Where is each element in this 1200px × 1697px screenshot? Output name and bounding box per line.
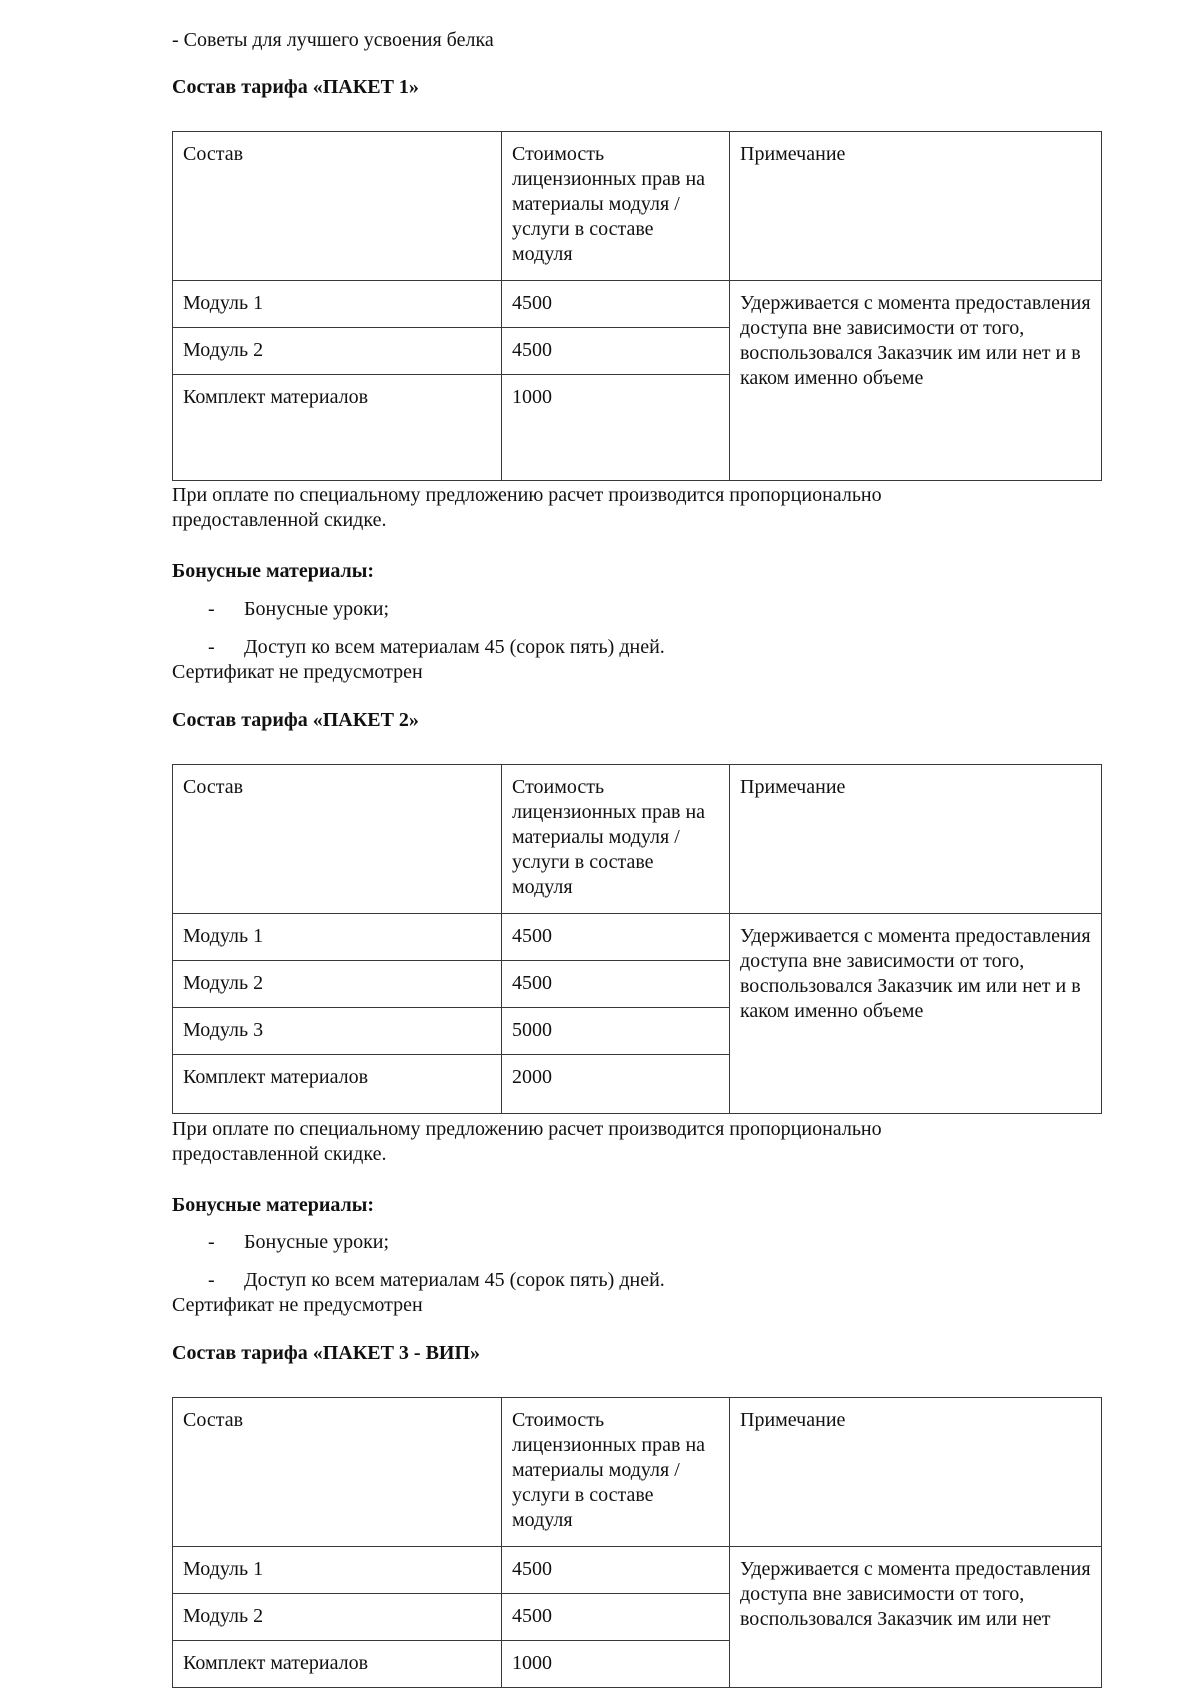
- bonus-title-1: Бонусные материалы:: [172, 560, 375, 582]
- discount-note-1: При оплате по специальному предложению расчет производится пропорционально предоставленной скидке.: [172, 484, 882, 531]
- dash-bullet-icon: -: [208, 598, 215, 620]
- row-item: Комплект материалов: [173, 1641, 502, 1688]
- table-row: [173, 914, 1102, 961]
- row-item: Модуль 2: [173, 961, 502, 1008]
- row-note: Удерживается с момента предоставления доступа вне зависимости от того, воспользовался Заказчик им или нет и в каком именно объеме: [730, 914, 1102, 1114]
- header-note: Примечание: [730, 765, 1102, 914]
- tariff-2-table: [172, 764, 1102, 1114]
- dash-bullet-icon: -: [208, 636, 215, 658]
- dash-bullet-icon: -: [208, 1269, 215, 1291]
- row-price: 4500: [502, 914, 730, 961]
- tariff-3-title: Состав тарифа «ПАКЕТ 3 - ВИП»: [172, 1342, 481, 1364]
- row-price: 4500: [502, 328, 730, 375]
- row-note: Удерживается с момента предоставления доступа вне зависимости от того, воспользовался Заказчик им или нет и в каком именно объеме: [730, 281, 1102, 481]
- table-header-row: [173, 132, 1102, 281]
- header-composition: Состав: [173, 1398, 502, 1547]
- row-item: Модуль 2: [173, 1594, 502, 1641]
- row-price: 5000: [502, 1008, 730, 1055]
- table-row: [173, 1547, 1102, 1594]
- intro-bullet-line: - Советы для лучшего усвоения белка: [172, 29, 494, 51]
- header-license-cost: Стоимость лицензионных прав на материалы модуля / услуги в составе модуля: [502, 132, 730, 281]
- tariff-1-table: [172, 131, 1102, 481]
- certificate-note-2: Сертификат не предусмотрен: [172, 1294, 423, 1316]
- row-item: Модуль 1: [173, 281, 502, 328]
- row-item: Комплект материалов: [173, 1055, 502, 1114]
- document-page: - Советы для лучшего усвоения белка Состав тарифа «ПАКЕТ 1» Состав Стоимость лицензионных прав на материалы модуля / услуги в составе модуля Примечание Модуль 1 4500 Удерживается с момента предоставления доступа вне зависимости от того, воспользовался Заказчик им или нет и в каком именно объеме Модуль 2 4500 Комплект материалов 1000 При оплате по специальному предложению расчет производится пропорционально предоставленной скидке. Бонусные материалы: - Бонусные уроки; - Доступ ко всем материалам 45 (сорок пять) дней. Сертификат не предусмотрен Состав тарифа «ПАКЕТ 2» Состав Стоимость лицензионных прав на материалы модуля / услуги в составе модуля Примечание Модуль 1 4500 Удерживается с момента предоставления доступа вне зависимости от того, воспользовался Заказчик им или нет и в каком именно объеме Модуль 2 4500 Модуль 3 5000 Комплект материалов 2000 При оплате по специальному предложению расчет производится пропорционально предоставленной скидке. Бонусные материалы: - Бонусные уроки; - Доступ ко всем материалам 45 (сорок пять) дней. Сертификат не предусмотрен Состав тарифа «ПАКЕТ 3 - ВИП» Состав Стоимость лицензионных прав на материалы модуля / услуги в составе модуля Примечание Модуль 1 4500 Удерживается с момента предоставления доступа вне зависимости от того, воспользовался Заказчик им или нет Модуль 2 4500 Комплект материалов 1000: [0, 0, 1200, 1697]
- tariff-3-table: [172, 1397, 1102, 1688]
- row-item: Модуль 1: [173, 914, 502, 961]
- row-item: Комплект материалов: [173, 375, 502, 481]
- certificate-note-1: Сертификат не предусмотрен: [172, 661, 423, 683]
- tariff-1-title: Состав тарифа «ПАКЕТ 1»: [172, 76, 419, 98]
- table-header-row: [173, 1398, 1102, 1547]
- header-composition: Состав: [173, 765, 502, 914]
- header-composition: Состав: [173, 132, 502, 281]
- discount-note-2: При оплате по специальному предложению расчет производится пропорционально предоставленной скидке.: [172, 1118, 882, 1165]
- row-item: Модуль 1: [173, 1547, 502, 1594]
- row-price: 1000: [502, 375, 730, 481]
- header-license-cost: Стоимость лицензионных прав на материалы модуля / услуги в составе модуля: [502, 765, 730, 914]
- row-note: Удерживается с момента предоставления доступа вне зависимости от того, воспользовался Заказчик им или нет: [730, 1547, 1102, 1688]
- row-price: 2000: [502, 1055, 730, 1114]
- bonus-title-2: Бонусные материалы:: [172, 1194, 375, 1216]
- table-row: [173, 281, 1102, 328]
- header-license-cost: Стоимость лицензионных прав на материалы модуля / услуги в составе модуля: [502, 1398, 730, 1547]
- row-price: 4500: [502, 961, 730, 1008]
- row-price: 4500: [502, 1547, 730, 1594]
- tariff-2-title: Состав тарифа «ПАКЕТ 2»: [172, 709, 419, 731]
- header-note: Примечание: [730, 132, 1102, 281]
- row-item: Модуль 2: [173, 328, 502, 375]
- header-note: Примечание: [730, 1398, 1102, 1547]
- row-price: 1000: [502, 1641, 730, 1688]
- row-price: 4500: [502, 281, 730, 328]
- row-item: Модуль 3: [173, 1008, 502, 1055]
- dash-bullet-icon: -: [208, 1231, 215, 1253]
- table-header-row: [173, 765, 1102, 914]
- row-price: 4500: [502, 1594, 730, 1641]
